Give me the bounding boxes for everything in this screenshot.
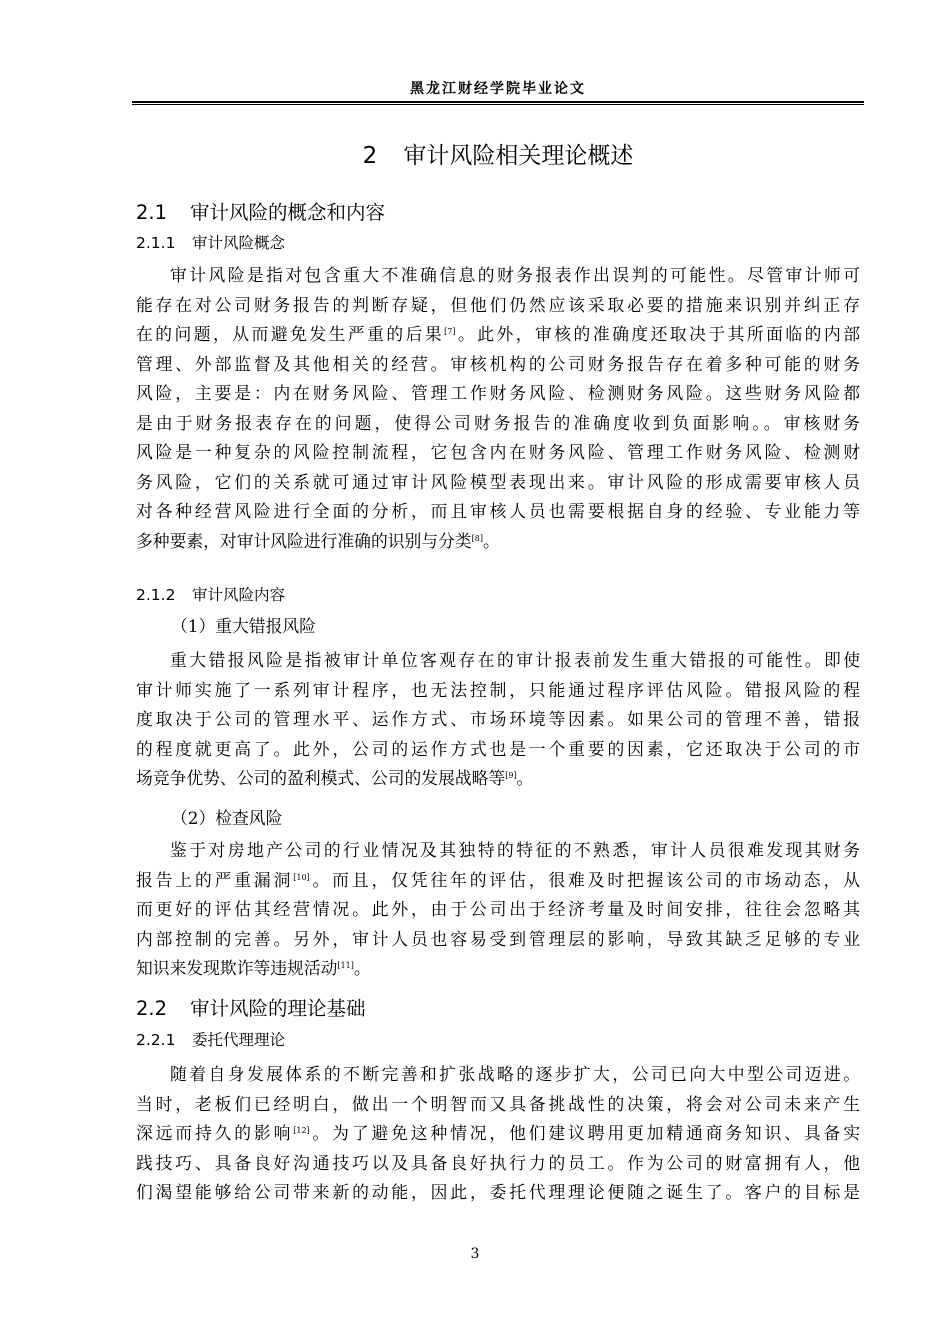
text-line: 鉴于对房地产公司的行业情况及其独特的特征的不熟悉，审计人员很难发现其财务 bbox=[170, 840, 860, 860]
text-segment: 。而且，仅凭往年的评估，很难及时把握该公司的市场动态，从 bbox=[309, 869, 860, 890]
subsection-title: 委托代理理论 bbox=[192, 1031, 286, 1049]
text-segment: 。为了避免这种情况，他们建议聘用更加精通商务知识、具备实 bbox=[309, 1123, 860, 1143]
subsection-heading-2-2-1 bbox=[136, 1029, 285, 1051]
text-line: 度取决于公司的管理水平、运作方式、市场环境等因素。如果公司的管理不善，错报 bbox=[136, 709, 860, 729]
text-segment: 报告上的严重漏洞 bbox=[136, 869, 294, 890]
text-line: 随着自身发展体系的不断完善和扩张战略的逐步扩大，公司已向大中型公司迈进。 bbox=[170, 1064, 860, 1084]
text-line: 风险是一种复杂的风险控制流程，它包含内在财务风险、管理工作财务风险、检测财 bbox=[136, 442, 860, 462]
text-line: 审计风险是指对包含重大不准确信息的财务报表作出误判的可能性。尽管审计师可 bbox=[170, 265, 860, 285]
paragraph-detection-risk bbox=[136, 836, 860, 984]
text-line: 而更好的评估其经营情况。此外，由于公司出于经济考量及时间安排，往往会忽略其 bbox=[136, 899, 860, 919]
citation-ref: [9] bbox=[505, 771, 517, 780]
list-item-detection-risk: （2）检查风险 bbox=[171, 808, 283, 828]
text-line: 内部控制的完善。另外，审计人员也容易受到管理层的影响，导致其缺乏足够的专业 bbox=[136, 928, 860, 949]
text-segment: 。 bbox=[482, 530, 500, 551]
text-line: 对各种经营风险进行全面的分析，而且审核人员也需要根据自身的经验、专业能力等 bbox=[136, 501, 860, 521]
paragraph-audit-risk-concept bbox=[136, 261, 860, 556]
citation-ref: [11] bbox=[337, 961, 354, 970]
text-segment: 。 bbox=[516, 768, 534, 788]
list-item-material-misstatement: （1）重大错报风险 bbox=[171, 616, 316, 636]
subsection-number: 2.1.2 bbox=[136, 586, 176, 604]
text-line bbox=[136, 764, 860, 794]
text-line: 能存在对公司财务报告的判断存疑，但他们仍然应该采取必要的措施来识别并纠正存 bbox=[136, 294, 860, 315]
chapter-title: 审计风险相关理论概述 bbox=[403, 143, 634, 169]
text-segment: 知识来发现欺诈等违规活动 bbox=[136, 958, 338, 978]
text-line: 风险，主要是：内在财务风险、管理工作财务风险、检测财务风险。这些财务风险都 bbox=[136, 383, 860, 403]
section-number: 2.1 bbox=[136, 201, 168, 224]
chapter-heading bbox=[132, 140, 864, 172]
text-segment: 深远而持久的影响 bbox=[136, 1123, 294, 1143]
text-line: 务风险，它们的关系就可通过审计风险模型表现出来。审计风险的形成需要审核人员 bbox=[136, 471, 860, 492]
text-segment: 。此外，审核的准确度还取决于其所面临的内部 bbox=[455, 324, 860, 344]
subsection-heading-2-1-2 bbox=[136, 584, 285, 606]
page-header-rule bbox=[132, 101, 864, 105]
text-line bbox=[136, 1119, 860, 1149]
citation-ref: [8] bbox=[471, 533, 483, 543]
text-line bbox=[136, 320, 860, 350]
page-header-title: 黑龙江财经学院毕业论文 bbox=[410, 81, 586, 97]
text-line: 践技巧、具备良好沟通技巧以及具备良好执行力的员工。作为公司的财富拥有人，他 bbox=[136, 1152, 860, 1173]
text-line bbox=[136, 954, 860, 984]
subsection-heading-2-1-1 bbox=[136, 232, 285, 254]
page-number: 3 bbox=[470, 1246, 480, 1262]
section-title: 审计风险的概念和内容 bbox=[190, 201, 386, 224]
section-heading-2-1 bbox=[136, 200, 385, 226]
text-line: 重大错报风险是指被审计单位客观存在的审计报表前发生重大错报的可能性。即使 bbox=[170, 650, 860, 670]
text-line: 当时，老板们已经明白，做出一个明智而又具备挑战性的决策，将会对公司未来产生 bbox=[136, 1093, 860, 1114]
citation-ref: [7] bbox=[444, 327, 456, 336]
citation-ref: [10] bbox=[293, 872, 310, 882]
subsection-title: 审计风险内容 bbox=[192, 586, 286, 604]
text-line: 管理、外部监督及其他相关的经营。审核机构的公司财务报告存在着多种可能的财务 bbox=[136, 353, 860, 374]
citation-ref: [12] bbox=[293, 1126, 310, 1135]
text-segment: 多种要素，对审计风险进行准确的识别与分类 bbox=[136, 530, 472, 551]
text-segment: 场竞争优势、公司的盈利模式、公司的发展战略等 bbox=[136, 768, 506, 788]
text-line bbox=[136, 866, 860, 896]
text-line: 的程度就更高了。此外，公司的运作方式也是一个重要的因素，它还取决于公司的市 bbox=[136, 738, 860, 759]
subsection-number: 2.1.1 bbox=[136, 234, 176, 252]
section-number: 2.2 bbox=[136, 997, 168, 1020]
text-line: 是由于财务报表存在的问题，使得公司财务报告的准确度收到负面影响。。审核财务 bbox=[136, 412, 860, 433]
text-segment: 。 bbox=[353, 958, 371, 978]
text-line bbox=[136, 527, 860, 557]
chapter-number: 2 bbox=[362, 143, 378, 169]
text-segment: 在的问题，从而避免发生严重的后果 bbox=[136, 324, 445, 344]
section-title: 审计风险的理论基础 bbox=[190, 997, 366, 1020]
paragraph-principal-agent-theory bbox=[136, 1060, 860, 1208]
text-line: 审计师实施了一系列审计程序，也无法控制，只能通过程序评估风险。错报风险的程 bbox=[136, 679, 860, 700]
subsection-number: 2.2.1 bbox=[136, 1031, 176, 1049]
subsection-title: 审计风险概念 bbox=[192, 234, 286, 252]
paragraph-material-misstatement bbox=[136, 646, 860, 794]
text-line: 们渴望能够给公司带来新的动能，因此，委托代理理论便随之诞生了。客户的目标是 bbox=[136, 1182, 860, 1202]
section-heading-2-2 bbox=[136, 996, 366, 1022]
